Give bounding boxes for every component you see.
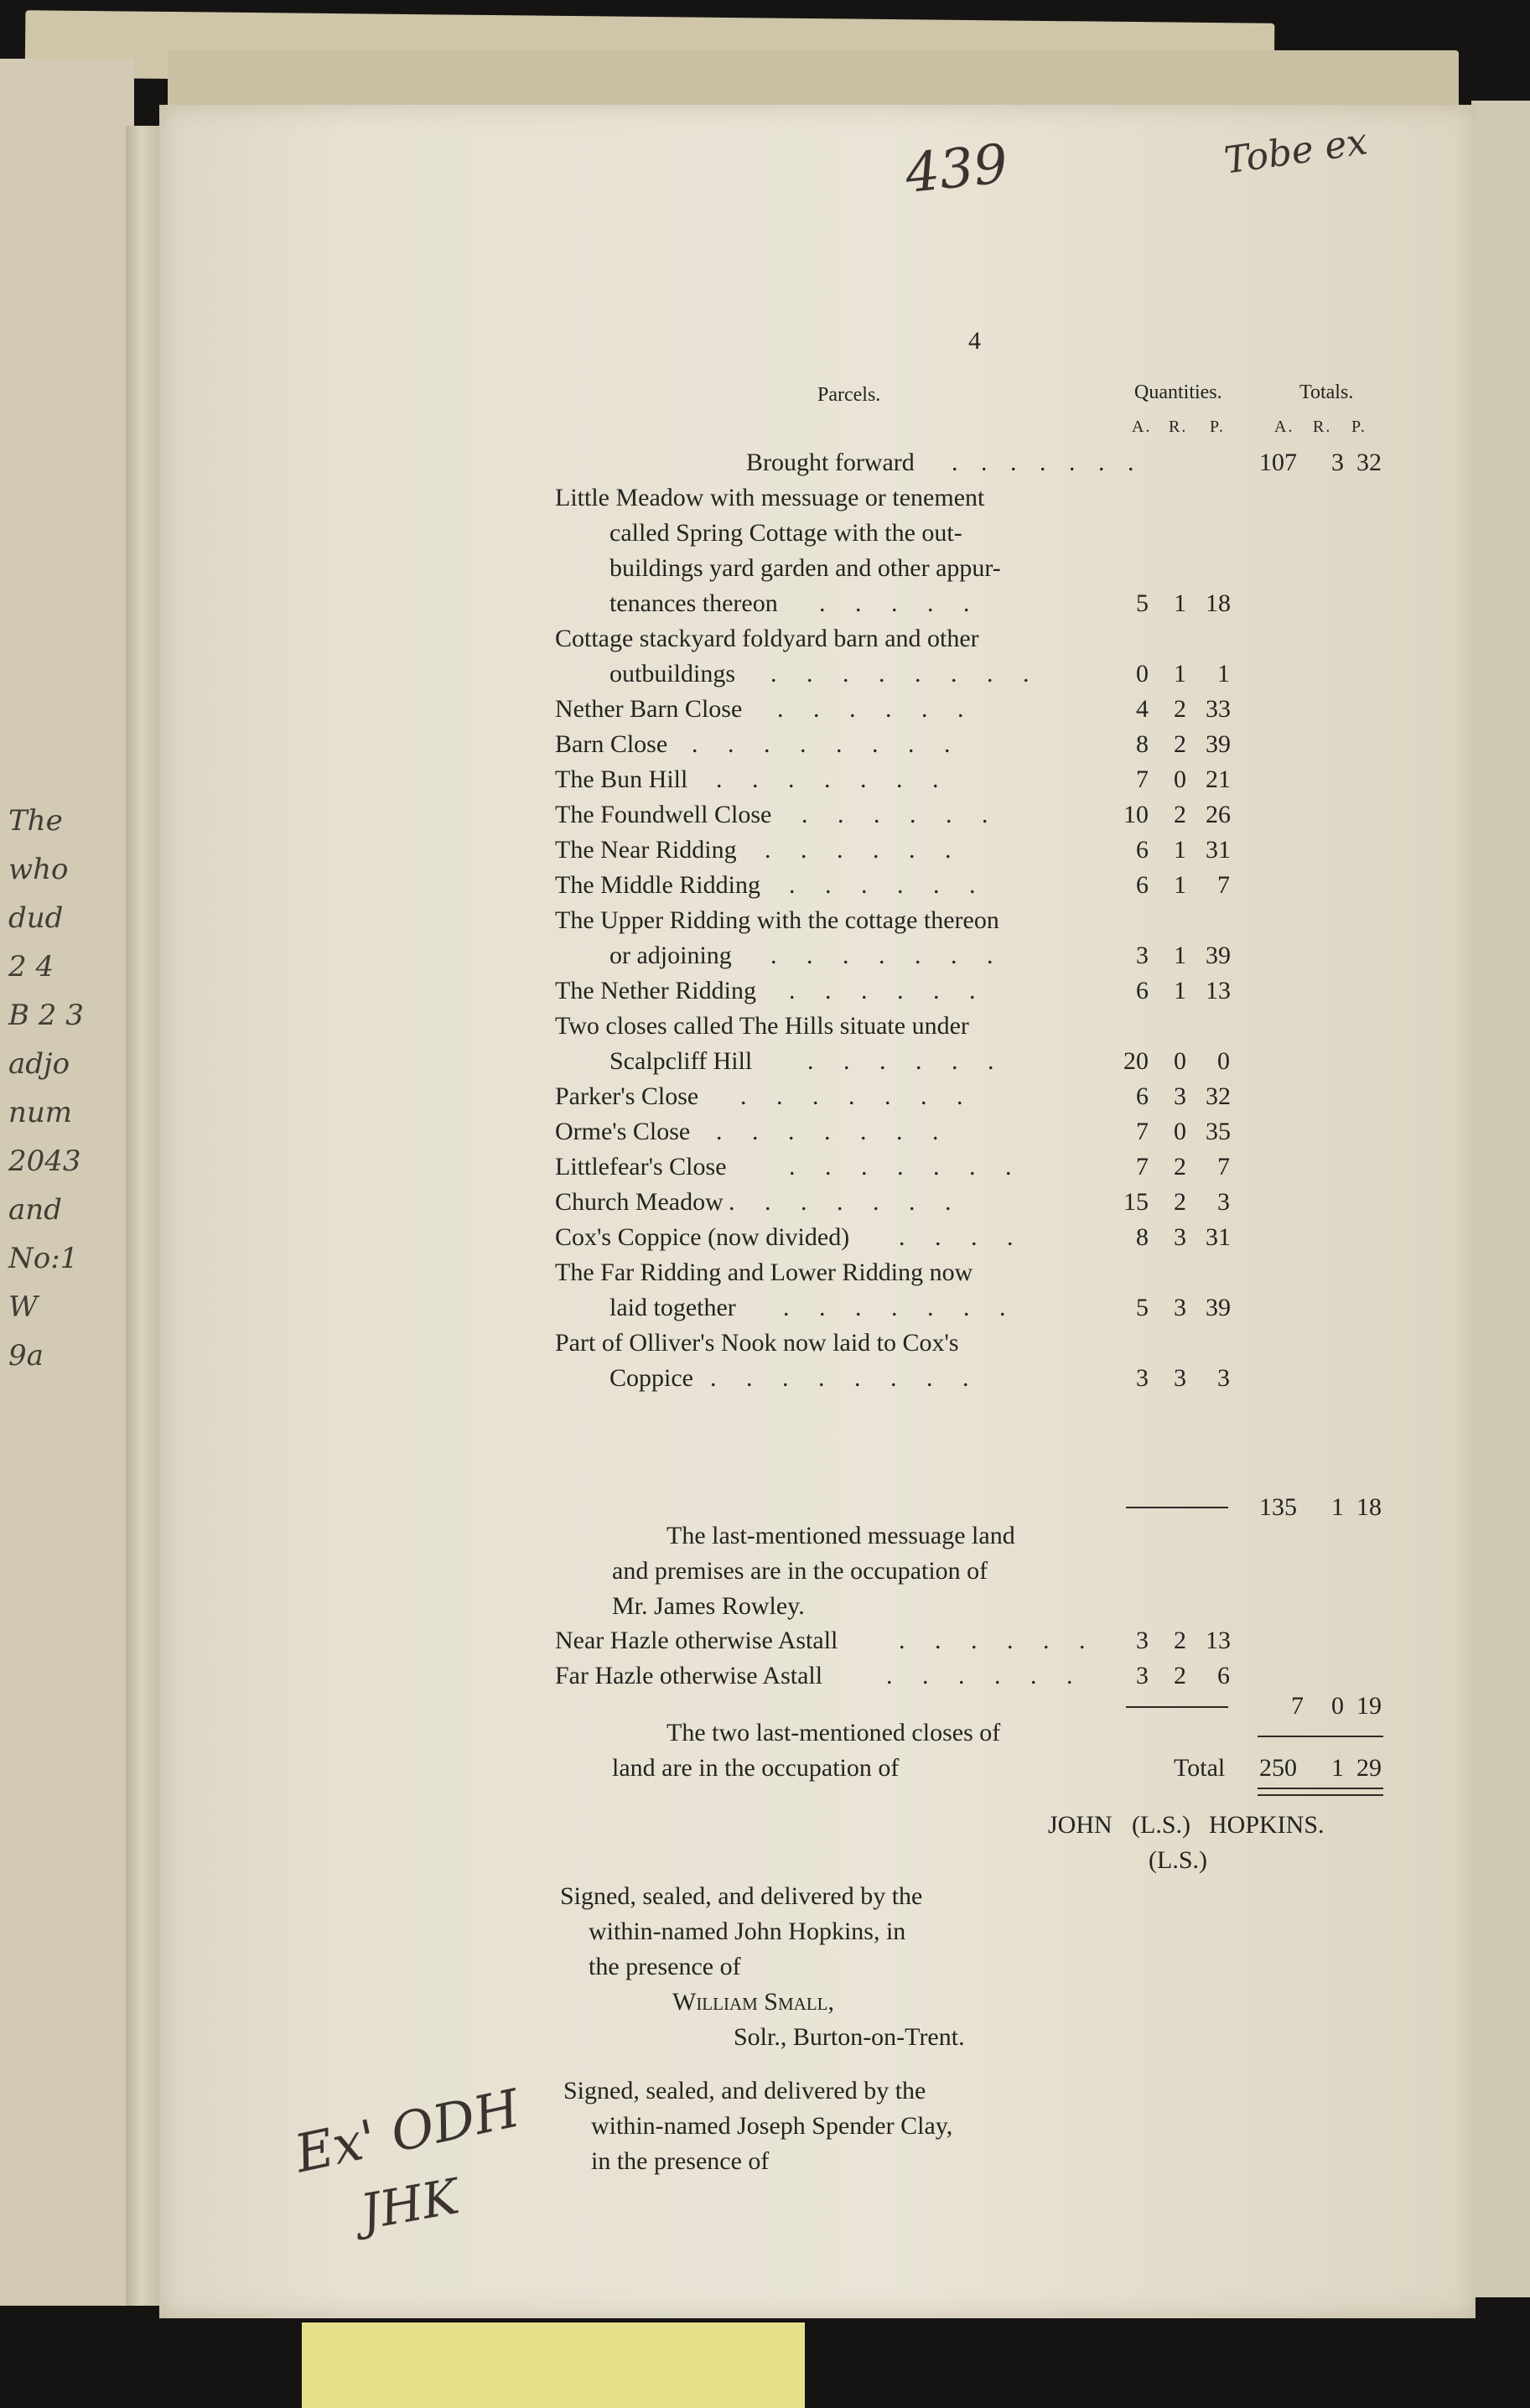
parcel-line: Nether Barn Close — [555, 695, 743, 723]
parcel-line: The Middle Ridding — [555, 871, 760, 899]
parcel-line: Cox's Coppice (now divided) — [555, 1223, 850, 1251]
quantity-acres: 3 — [1136, 942, 1149, 969]
quantity-roods: 2 — [1174, 1153, 1186, 1181]
parcel-line: Church Meadow — [555, 1188, 724, 1216]
quantity-roods: 2 — [1174, 1188, 1186, 1216]
quantity-acres: 6 — [1136, 977, 1149, 1004]
quantity-perches: 7 — [1217, 871, 1230, 899]
leader-dots: . . . . . . — [789, 977, 988, 1004]
quantity-roods: 1 — [1174, 942, 1186, 969]
parcel-line: laid together — [609, 1294, 736, 1321]
attestation-1-line-1: Signed, sealed, and delivered by the — [560, 1882, 923, 1910]
quantity-roods: 3 — [1174, 1364, 1186, 1392]
quantity-acres: 8 — [1136, 730, 1149, 758]
quantity-roods: 2 — [1174, 801, 1186, 828]
quantity-perches: 35 — [1206, 1118, 1231, 1145]
quantity-acres: 0 — [1136, 660, 1149, 688]
quantity-perches: 32 — [1206, 1082, 1231, 1110]
quantity-perches: 0 — [1217, 1047, 1230, 1075]
header-parcels: Parcels. — [817, 384, 881, 406]
occupation-2-line-1: The two last-mentioned closes of — [666, 1719, 1001, 1746]
total-double-rule — [1258, 1788, 1383, 1796]
quantity-perches: 3 — [1217, 1364, 1230, 1392]
header-t-a: A. — [1274, 418, 1294, 436]
quantity-roods: 0 — [1174, 1118, 1186, 1145]
quantity-acres: 5 — [1136, 1294, 1149, 1321]
leader-dots: . . . . . . — [777, 695, 976, 723]
leader-dots: . . . . . . — [801, 801, 1000, 828]
total-label: Total — [1174, 1754, 1226, 1782]
quantity-roods: 1 — [1174, 589, 1186, 617]
parcel-line: tenances thereon — [609, 589, 778, 617]
parcel-line: Barn Close — [555, 730, 668, 758]
leader-dots: . . . . . — [819, 589, 982, 617]
brought-forward-dots: . . . . . . . — [952, 449, 1143, 476]
subtotal-2-r: 0 — [1331, 1692, 1344, 1720]
quantity-perches: 39 — [1206, 1294, 1231, 1321]
brought-forward-label: Brought forward — [746, 449, 915, 476]
quantity-roods: 0 — [1174, 1047, 1186, 1075]
header-t-p: P. — [1351, 418, 1367, 436]
parcel-line: Near Hazle otherwise Astall — [555, 1627, 838, 1654]
brought-forward-a: 107 — [1259, 449, 1297, 476]
subtotal-2-a: 7 — [1291, 1692, 1304, 1720]
quantity-roods: 2 — [1174, 695, 1186, 723]
quantity-acres: 3 — [1136, 1364, 1149, 1392]
parcel-line: Parker's Close — [555, 1082, 699, 1110]
quantity-acres: 3 — [1136, 1627, 1149, 1654]
occupation-1-line-2: and premises are in the occupation of — [612, 1557, 988, 1585]
header-t-r: R. — [1313, 418, 1332, 436]
parcel-line: or adjoining — [609, 942, 732, 969]
subtotal-1-p: 18 — [1356, 1493, 1382, 1521]
seal-mark-1: (L.S.) — [1132, 1811, 1190, 1839]
witness-name: William Small, — [672, 1988, 834, 2016]
leader-dots: . . . . — [899, 1223, 1025, 1251]
total-a: 250 — [1259, 1754, 1297, 1782]
quantity-perches: 39 — [1206, 942, 1231, 969]
leader-dots: . . . . . . — [789, 871, 988, 899]
leader-dots: . . . . . . . — [789, 1153, 1024, 1181]
parcel-line: The Near Ridding — [555, 836, 737, 864]
subtotal-1-r: 1 — [1331, 1493, 1344, 1521]
leader-dots: . . . . . . . . — [692, 730, 962, 758]
page-edge-strip — [126, 126, 163, 2306]
quantity-acres: 4 — [1136, 695, 1149, 723]
witness-detail: Solr., Burton-on-Trent. — [734, 2023, 965, 2051]
header-quantities: Quantities. — [1134, 381, 1222, 403]
quantity-acres: 7 — [1136, 765, 1149, 793]
leader-dots: . . . . . . — [899, 1627, 1097, 1654]
leader-dots: . . . . . . — [807, 1047, 1006, 1075]
quantity-roods: 1 — [1174, 871, 1186, 899]
quantity-roods: 3 — [1174, 1223, 1186, 1251]
attestation-1-line-2: within-named John Hopkins, in — [589, 1918, 906, 1945]
signatory-last-name: HOPKINS. — [1209, 1811, 1325, 1839]
quantity-acres: 6 — [1136, 871, 1149, 899]
quantity-acres: 10 — [1123, 801, 1149, 828]
underlying-page-right — [1471, 101, 1530, 2297]
quantity-roods: 3 — [1174, 1294, 1186, 1321]
underlying-page-left — [0, 59, 134, 2306]
quantity-acres: 8 — [1136, 1223, 1149, 1251]
quantity-roods: 2 — [1174, 730, 1186, 758]
occupation-1-line-1: The last-mentioned messuage land — [666, 1522, 1015, 1549]
parcel-line: Orme's Close — [555, 1118, 691, 1145]
header-totals: Totals. — [1299, 381, 1354, 403]
total-p: 29 — [1356, 1754, 1382, 1782]
header-q-r: R. — [1169, 418, 1188, 436]
parcel-line: Cottage stackyard foldyard barn and other — [555, 625, 979, 652]
parcel-line: The Upper Ridding with the cottage thereon — [555, 906, 999, 934]
leader-dots: . . . . . . . — [783, 1294, 1018, 1321]
quantity-acres: 20 — [1123, 1047, 1149, 1075]
parcel-line: Little Meadow with messuage or tenement — [555, 484, 985, 511]
document-page — [159, 105, 1476, 2318]
parcel-line: Two closes called The Hills situate under — [555, 1012, 969, 1040]
initials-2: JHK — [355, 2167, 464, 2241]
quantity-roods: 0 — [1174, 765, 1186, 793]
page-number: 4 — [968, 327, 981, 355]
yellow-tab — [302, 2322, 805, 2408]
quantity-acres: 15 — [1123, 1188, 1149, 1216]
quantity-perches: 31 — [1206, 1223, 1231, 1251]
quantity-perches: 31 — [1206, 836, 1231, 864]
header-q-a: A. — [1132, 418, 1152, 436]
leader-dots: . . . . . . — [886, 1662, 1085, 1689]
attestation-2-line-2: within-named Joseph Spender Clay, — [591, 2112, 953, 2140]
subtotal-1-a: 135 — [1259, 1493, 1297, 1521]
quantity-roods: 3 — [1174, 1082, 1186, 1110]
parcel-line: The Foundwell Close — [555, 801, 772, 828]
quantity-perches: 33 — [1206, 695, 1231, 723]
quantity-perches: 3 — [1217, 1188, 1230, 1216]
quantity-perches: 26 — [1206, 801, 1231, 828]
parcel-line: outbuildings — [609, 660, 736, 688]
quantity-roods: 1 — [1174, 660, 1186, 688]
brought-forward-r: 3 — [1331, 449, 1344, 476]
occupation-1-line-3: Mr. James Rowley. — [612, 1592, 805, 1620]
quantity-perches: 39 — [1206, 730, 1231, 758]
subtotal-rule-1 — [1126, 1507, 1228, 1508]
quantity-perches: 13 — [1206, 1627, 1231, 1654]
parcel-line: Coppice — [609, 1364, 693, 1392]
attestation-2-line-1: Signed, sealed, and delivered by the — [563, 2077, 926, 2104]
quantity-roods: 1 — [1174, 836, 1186, 864]
parcel-line: buildings yard garden and other appur- — [609, 554, 1001, 582]
quantity-acres: 7 — [1136, 1153, 1149, 1181]
quantity-perches: 1 — [1217, 660, 1230, 688]
quantity-perches: 13 — [1206, 977, 1231, 1004]
leader-dots: . . . . . . . — [770, 942, 1005, 969]
quantity-roods: 1 — [1174, 977, 1186, 1004]
corner-note: Tobe ex — [1221, 120, 1371, 183]
occupation-2-line-2: land are in the occupation of — [612, 1754, 900, 1782]
quantity-perches: 21 — [1206, 765, 1231, 793]
signatory-first-name: JOHN — [1048, 1811, 1112, 1839]
margin-handwriting: The who dud 2 4 B 2 3 adjo num 2043 and No:1 W 9a — [8, 804, 84, 1373]
parcel-line: The Far Ridding and Lower Ridding now — [555, 1258, 973, 1286]
quantity-perches: 7 — [1217, 1153, 1230, 1181]
parcel-line: called Spring Cottage with the out- — [609, 519, 962, 547]
quantity-roods: 2 — [1174, 1627, 1186, 1654]
parcel-line: The Bun Hill — [555, 765, 688, 793]
parcel-line: Scalpcliff Hill — [609, 1047, 753, 1075]
header-q-p: P. — [1210, 418, 1225, 436]
leader-dots: . . . . . . . — [716, 1118, 951, 1145]
parcel-line: The Nether Ridding — [555, 977, 756, 1004]
subtotal-2-p: 19 — [1356, 1692, 1382, 1720]
leader-dots: . . . . . . . — [729, 1188, 963, 1216]
leader-dots: . . . . . . . — [740, 1082, 975, 1110]
total-r: 1 — [1331, 1754, 1344, 1782]
attestation-2-line-3: in the presence of — [591, 2147, 770, 2175]
attestation-1-line-3: the presence of — [589, 1953, 741, 1980]
leader-dots: . . . . . . . . — [710, 1364, 981, 1392]
quantity-roods: 2 — [1174, 1662, 1186, 1689]
leader-dots: . . . . . . . — [716, 765, 951, 793]
parcel-line: Far Hazle otherwise Astall — [555, 1662, 823, 1689]
parcel-line: Littlefear's Close — [555, 1153, 727, 1181]
folio-number: 439 — [902, 132, 1011, 206]
quantity-acres: 3 — [1136, 1662, 1149, 1689]
subtotal-rule-2 — [1126, 1706, 1228, 1708]
seal-mark-2: (L.S.) — [1149, 1846, 1207, 1874]
quantity-acres: 6 — [1136, 1082, 1149, 1110]
quantity-acres: 6 — [1136, 836, 1149, 864]
initials-1: Ex' ODH — [289, 2077, 526, 2185]
leader-dots: . . . . . . . . — [770, 660, 1041, 688]
total-rule-top — [1258, 1736, 1383, 1737]
brought-forward-p: 32 — [1356, 449, 1382, 476]
quantity-acres: 5 — [1136, 589, 1149, 617]
quantity-perches: 18 — [1206, 589, 1231, 617]
leader-dots: . . . . . . — [765, 836, 963, 864]
parcel-line: Part of Olliver's Nook now laid to Cox's — [555, 1329, 959, 1357]
quantity-perches: 6 — [1217, 1662, 1230, 1689]
quantity-acres: 7 — [1136, 1118, 1149, 1145]
